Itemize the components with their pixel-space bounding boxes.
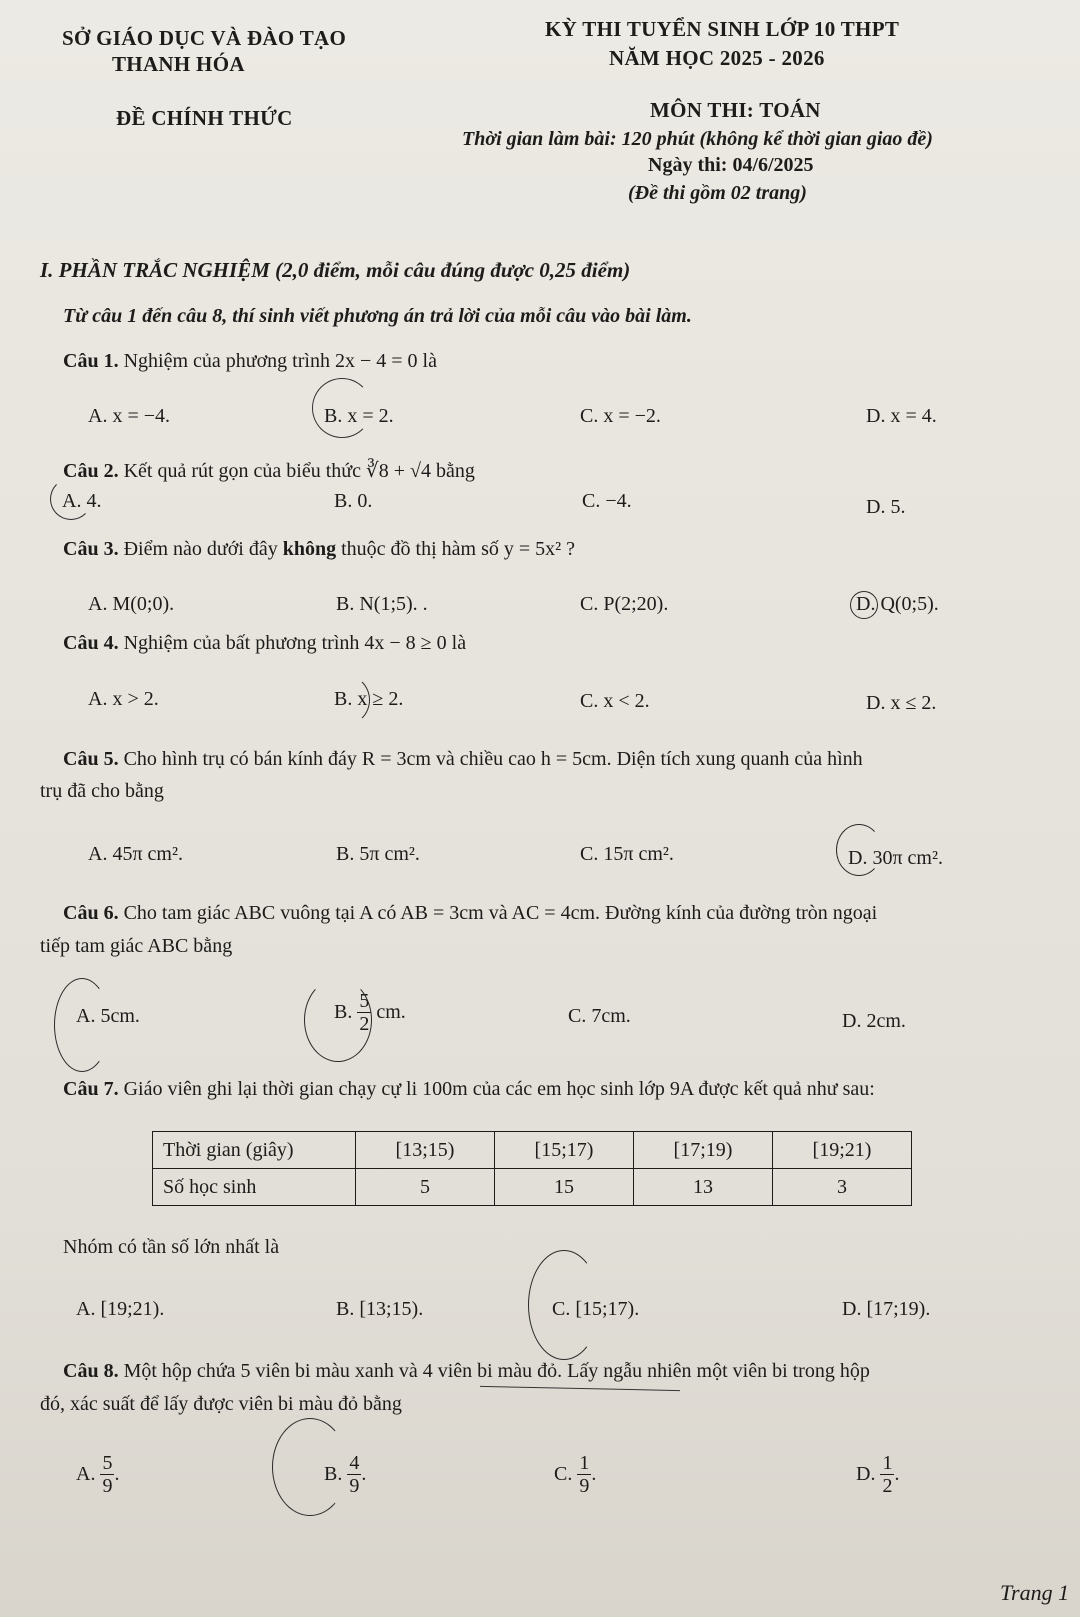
question-3-text-pre: Điểm nào dưới đây [123,538,283,560]
q1-option-a: A. x = −4. [88,405,171,427]
table-cell: 15 [495,1169,634,1206]
q8-option-d-num: 1 [882,1452,893,1474]
q8-option-a-num: 5 [102,1452,113,1474]
q5-answer-mark [836,824,882,876]
question-8-text-cont: đó, xác suất để lấy được viên bi màu đỏ bằng [40,1393,402,1415]
q4-answer-mark [318,674,370,726]
q4-option-c: C. x < 2. [580,690,650,712]
question-6-text: Cho tam giác ABC vuông tại A có AB = 3cm và AC = 4cm. Đường kính của đường tròn ngoại [123,902,878,924]
table-cell: [13;15) [356,1132,495,1169]
section-title: I. PHẦN TRẮC NGHIỆM (2,0 điểm, mỗi câu đúng được 0,25 điểm) [40,258,631,282]
page-number: Trang 1 [1000,1580,1070,1605]
question-3-label: Câu 3. [63,538,119,560]
question-2-text: Kết quả rút gọn của biểu thức ∛8 + √4 bằng [123,460,475,482]
table-row [153,1132,912,1169]
question-4-label: Câu 4. [63,632,119,654]
q8-option-a-den: 9 [102,1475,113,1497]
header-subject: MÔN THI: TOÁN [650,98,821,122]
q8-option-b-den: 9 [349,1475,360,1497]
table-cell: Thời gian (giây) [153,1132,356,1169]
q2-option-b: B. 0. [334,490,373,512]
q6-option-a: A. 5cm. [76,1005,140,1027]
q8-option-b-fraction [347,1452,361,1497]
header-exam-date: Ngày thi: 04/6/2025 [648,154,814,176]
question-6-text-cont: tiếp tam giác ABC bằng [40,935,233,957]
question-1 [63,350,437,373]
q5-option-a: A. 45π cm². [88,843,183,865]
q8-option-c-den: 9 [579,1475,590,1497]
q8-underline-mark [480,1386,680,1391]
question-3-text-post: thuộc đồ thị hàm số y = 5x² ? [336,538,576,560]
table-cell: [15;17) [495,1132,634,1169]
question-2-label: Câu 2. [63,460,119,482]
question-5-text: Cho hình trụ có bán kính đáy R = 3cm và chiều cao h = 5cm. Diện tích xung quanh của hình [123,748,863,770]
q6-option-b-unit: cm. [376,1001,406,1023]
question-1-text: Nghiệm của phương trình 2x − 4 = 0 là [123,350,437,372]
question-4-text: Nghiệm của bất phương trình 4x − 8 ≥ 0 là [123,632,467,654]
question-7 [63,1078,875,1101]
q6-option-d: D. 2cm. [842,1010,906,1032]
table-cell: Số học sinh [153,1169,356,1206]
q5-option-b: B. 5π cm². [336,843,420,865]
q8-option-a-fraction [100,1452,114,1497]
question-4 [63,632,466,655]
q3-option-d: D. Q(0;5). [856,593,939,615]
table-cell: [17;19) [634,1132,773,1169]
question-3-text-bold: không [282,538,337,560]
table-cell: [19;21) [773,1132,912,1169]
header-province: THANH HÓA [112,52,245,76]
q8-option-d-label: D. [856,1463,876,1485]
question-7-text-cont: Nhóm có tần số lớn nhất là [63,1236,280,1258]
header-school-year: NĂM HỌC 2025 - 2026 [609,46,825,70]
header-exam-name: KỲ THI TUYỂN SINH LỚP 10 THPT [545,17,900,41]
q1-answer-mark [312,378,372,438]
question-2 [63,458,475,483]
q3-answer-mark [850,591,878,619]
question-8-text: Một hộp chứa 5 viên bi màu xanh và 4 viên bi màu đỏ. Lấy ngẫu nhiên một viên bi trong hộp [123,1360,870,1382]
table-cell: 3 [773,1169,912,1206]
question-8-label: Câu 8. [63,1360,119,1382]
q6-option-b-den: 2 [359,1013,370,1035]
q8-option-b-num: 4 [349,1452,360,1474]
q6-option-c: C. 7cm. [568,1005,631,1027]
q2-option-a: A. 4. [62,490,102,512]
q7-option-c: C. [15;17). [552,1298,640,1320]
q5-option-c: C. 15π cm². [580,843,674,865]
q4-option-d: D. x ≤ 2. [866,692,937,714]
question-6 [63,902,877,925]
header-duration: Thời gian làm bài: 120 phút (không kể thời gian giao đề) [462,128,933,150]
q5-option-d: D. 30π cm². [848,847,943,869]
q3-option-b: B. N(1;5). . [336,593,428,615]
q8-option-b: B. $\frac{4}{9}$ . [324,1452,367,1497]
question-8 [63,1360,870,1383]
q6-option-b-num: 5 [359,990,370,1012]
q6-option-b-label: B. [334,1001,353,1023]
q6-answer-mark-a [54,978,110,1072]
q8-option-b-label: B. [324,1463,343,1485]
question-7-text: Giáo viên ghi lại thời gian chạy cự li 100m của các em học sinh lớp 9A được kết quả như sau: [123,1078,875,1100]
q7-option-b: B. [13;15). [336,1298,424,1320]
frequency-table [152,1131,912,1206]
q2-option-d: D. 5. [866,496,906,518]
question-6-label: Câu 6. [63,902,119,924]
section-instruction: Từ câu 1 đến câu 8, thí sinh viết phương án trả lời của mỗi câu vào bài làm. [63,305,692,327]
header-official: ĐỀ CHÍNH THỨC [116,106,293,130]
q8-option-a-label: A. [76,1463,96,1485]
q8-option-c: C. $\frac{1}{9}$ . [554,1452,597,1497]
header-department: SỞ GIÁO DỤC VÀ ĐÀO TẠO [62,26,347,50]
question-5 [63,748,863,771]
q1-option-b: B. x = 2. [324,405,394,427]
q8-option-a: A. $\frac{5}{9}$ . [76,1452,120,1497]
q3-option-a: A. M(0;0). [88,593,175,615]
q3-option-c: C. P(2;20). [580,593,669,615]
q1-option-c: C. x = −2. [580,405,661,427]
q8-option-d-fraction [880,1452,894,1497]
q4-option-a: A. x > 2. [88,688,159,710]
q8-option-d-den: 2 [882,1475,893,1497]
q7-option-d: D. [17;19). [842,1298,931,1320]
table-row [153,1169,912,1206]
q2-answer-mark [50,478,92,520]
question-7-label: Câu 7. [63,1078,119,1100]
q4-option-b: B. x ≥ 2. [334,688,404,710]
table-cell: 13 [634,1169,773,1206]
q8-answer-mark [272,1418,348,1516]
question-3 [63,538,575,561]
q7-option-a: A. [19;21). [76,1298,165,1320]
q1-option-d: D. x = 4. [866,405,937,427]
header-page-count: (Đề thi gồm 02 trang) [628,182,807,204]
q7-answer-mark [528,1250,600,1360]
q8-option-d: D. $\frac{1}{2}$ . [856,1452,900,1497]
q8-option-c-label: C. [554,1463,573,1485]
q6-answer-mark-b [304,978,372,1062]
question-5-text-cont: trụ đã cho bằng [40,780,164,802]
q8-option-c-fraction [577,1452,591,1497]
question-5-label: Câu 5. [63,748,119,770]
q8-option-c-num: 1 [579,1452,590,1474]
question-1-label: Câu 1. [63,350,119,372]
q2-option-c: C. −4. [582,490,632,512]
table-cell: 5 [356,1169,495,1206]
